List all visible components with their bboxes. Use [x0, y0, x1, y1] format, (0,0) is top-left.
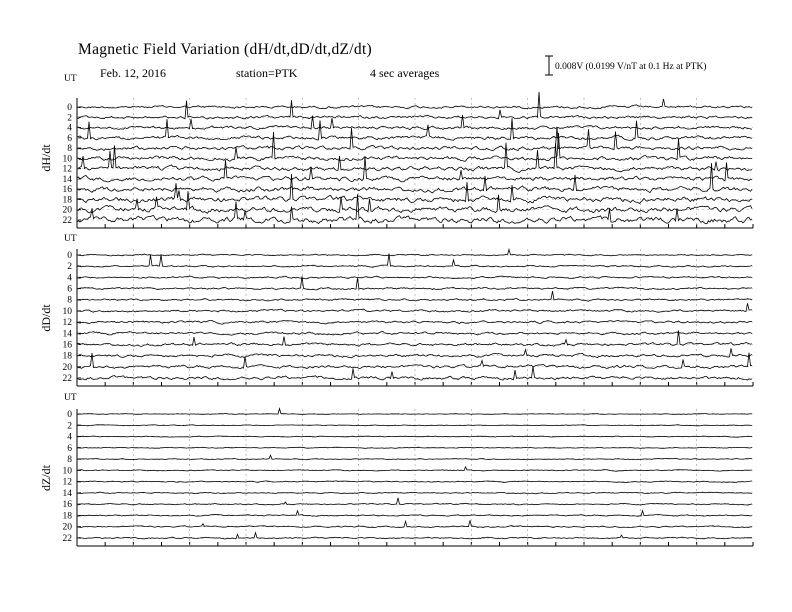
trace-line: [77, 99, 752, 109]
scale-note: 0.008V (0.0199 V/nT at 0.1 Hz at PTK): [555, 62, 707, 72]
trace-line: [77, 467, 752, 471]
row-label: 0: [67, 410, 72, 420]
trace-line: [77, 498, 752, 505]
trace-line: [77, 409, 752, 415]
row-label: 18: [62, 511, 72, 522]
trace-line: [77, 276, 752, 279]
row-label: 2: [67, 421, 72, 432]
row-label: 8: [67, 144, 72, 155]
ut-label: UT: [64, 74, 77, 84]
row-label: 14: [62, 329, 72, 340]
trace-line: [77, 455, 752, 460]
trace-line: [77, 447, 752, 448]
row-label: 10: [62, 154, 72, 165]
date-label: Feb. 12, 2016: [100, 66, 166, 80]
row-label: 14: [62, 174, 72, 185]
trace-line: [77, 425, 752, 426]
row-label: 16: [62, 500, 72, 511]
station-label: station=PTK: [236, 66, 298, 80]
row-label: 14: [62, 488, 72, 499]
trace-line: [77, 511, 752, 517]
row-label: 16: [62, 185, 72, 196]
row-label: 2: [67, 262, 72, 273]
averaging-label: 4 sec averages: [370, 66, 440, 80]
trace-line: [77, 92, 752, 119]
trace-line: [77, 348, 752, 358]
row-label: 10: [62, 466, 72, 477]
trace-line: [77, 366, 752, 380]
trace-line: [77, 533, 752, 539]
y-axis-label: dD/dt: [39, 304, 53, 332]
trace-line: [77, 276, 752, 290]
row-label: 22: [62, 534, 72, 544]
chart-title: Magnetic Field Variation (dH/dt,dD/dt,dZ/dt): [78, 41, 373, 58]
row-label: 22: [62, 216, 72, 226]
scale-bar: [545, 56, 706, 75]
trace-line: [77, 249, 752, 256]
panel-dD-dt: [39, 234, 753, 386]
row-label: 6: [67, 443, 72, 454]
y-axis-label: dH/dt: [39, 144, 53, 172]
row-label: 4: [67, 432, 72, 443]
row-label: 18: [62, 195, 72, 206]
row-label: 2: [67, 113, 72, 124]
trace-line: [77, 291, 752, 301]
row-label: 6: [67, 284, 72, 295]
row-label: 16: [62, 340, 72, 351]
row-label: 6: [67, 133, 72, 144]
row-label: 12: [62, 318, 72, 329]
row-label: 20: [62, 362, 72, 373]
ut-label: UT: [64, 234, 77, 244]
row-label: 22: [62, 374, 72, 384]
row-label: 12: [62, 477, 72, 488]
panel-dH-dt: [39, 74, 753, 228]
row-label: 20: [62, 522, 72, 533]
ut-label: UT: [64, 393, 77, 403]
row-label: 8: [67, 455, 72, 466]
row-label: 4: [67, 273, 72, 284]
row-label: 0: [67, 103, 72, 113]
row-label: 0: [67, 251, 72, 261]
trace-line: [77, 492, 752, 494]
panel-dZ-dt: [39, 393, 753, 546]
trace-line: [77, 436, 752, 437]
trace-line: [77, 254, 752, 268]
row-label: 18: [62, 351, 72, 362]
trace-line: [77, 481, 752, 483]
row-label: 20: [62, 205, 72, 216]
row-label: 8: [67, 295, 72, 306]
row-label: 12: [62, 164, 72, 175]
trace-line: [77, 520, 752, 527]
row-label: 4: [67, 123, 72, 134]
y-axis-label: dZ/dt: [39, 465, 53, 491]
row-label: 10: [62, 306, 72, 317]
trace-line: [77, 303, 752, 312]
